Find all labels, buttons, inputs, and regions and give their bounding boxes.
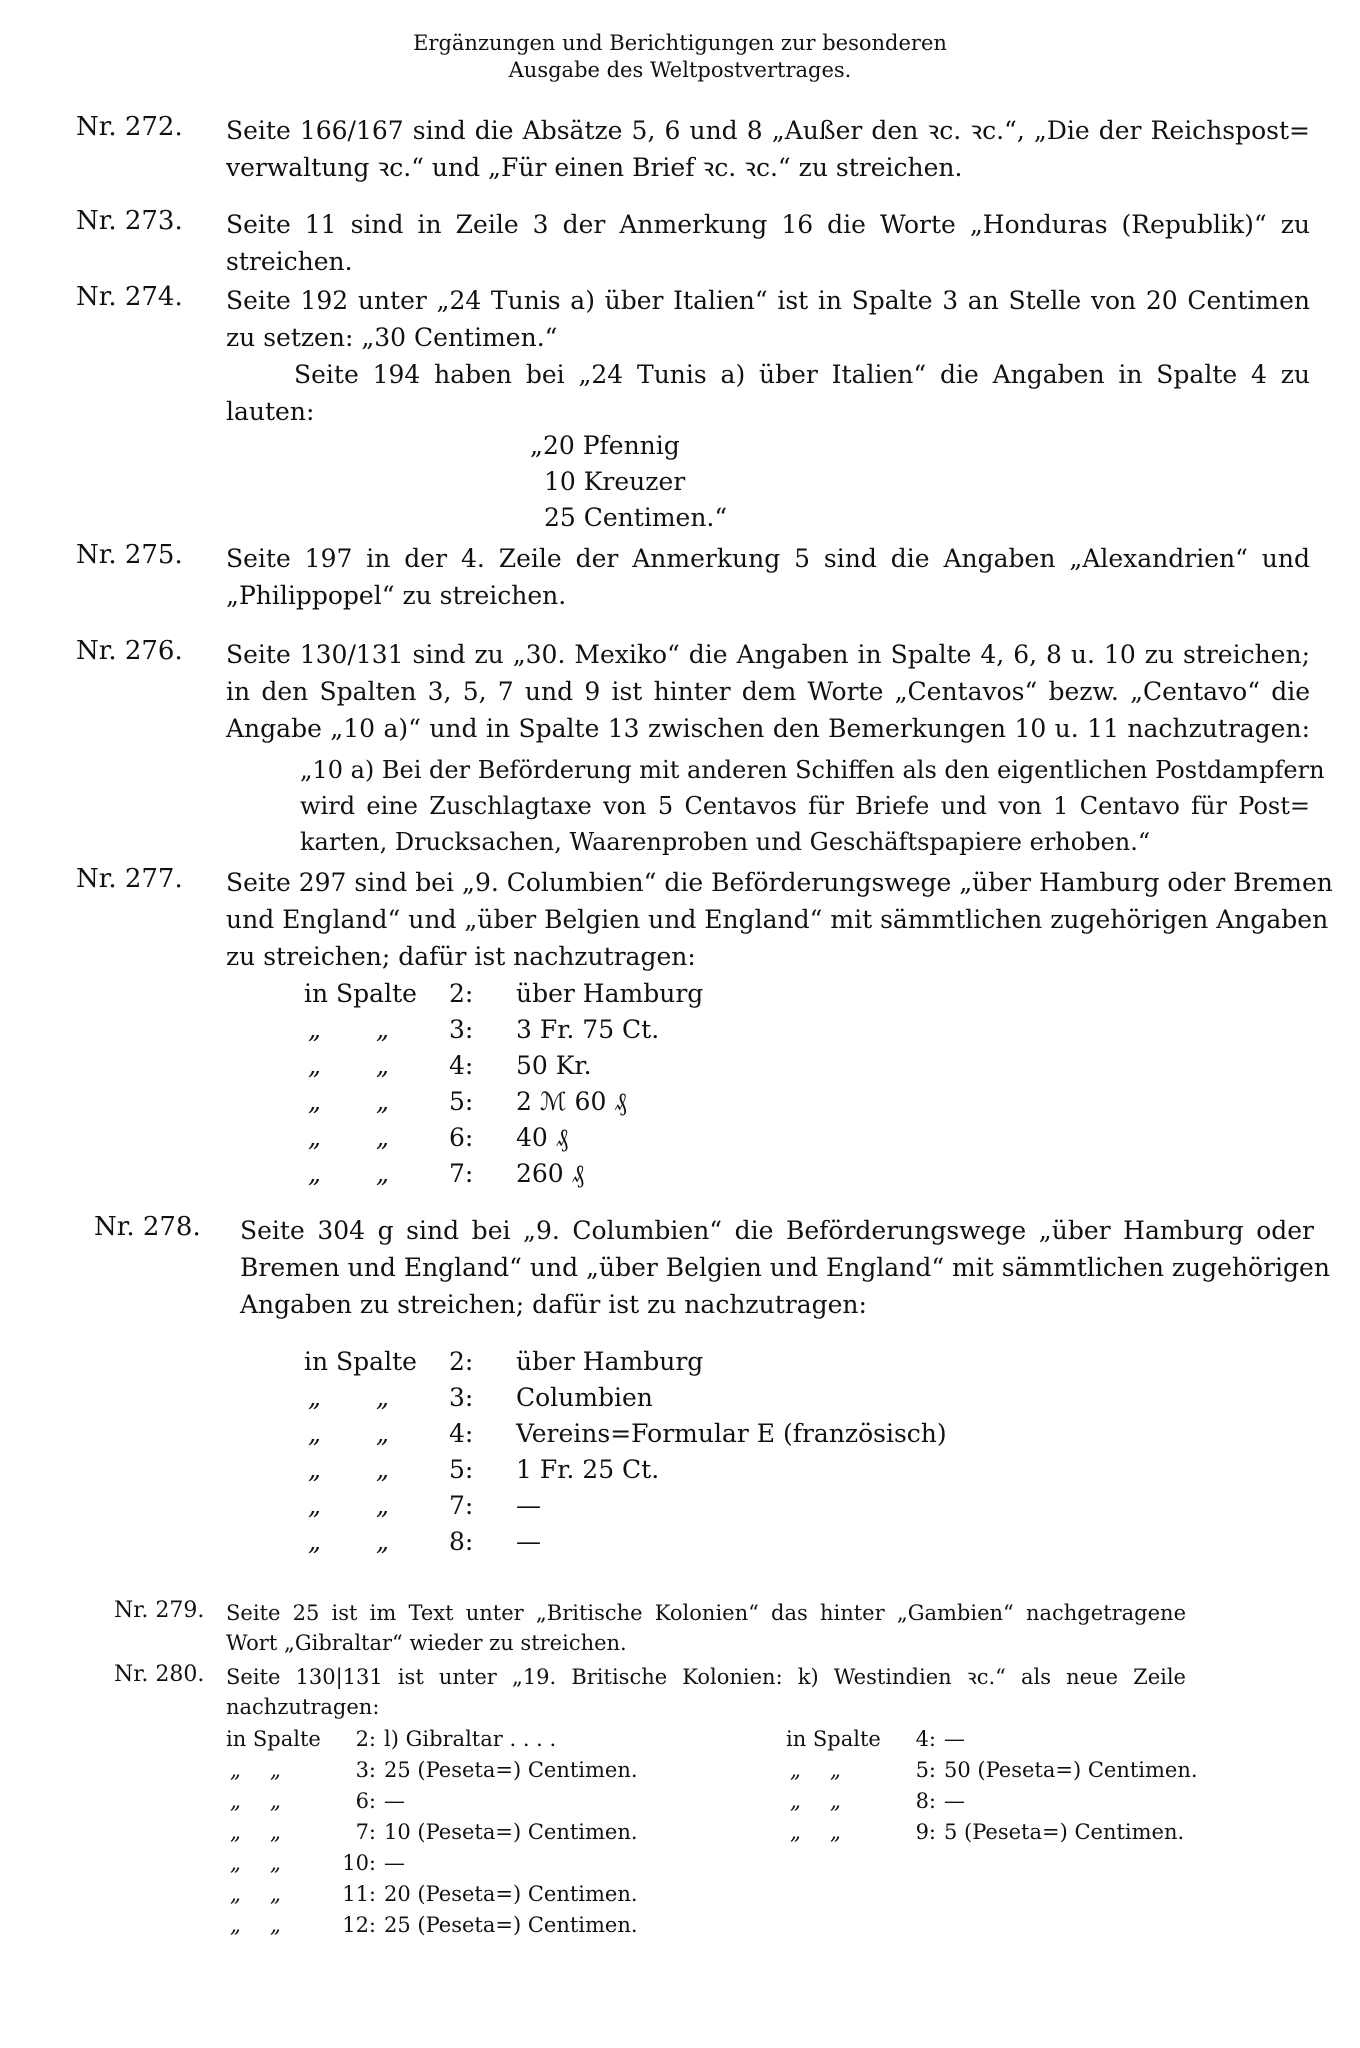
list-item: 25 Centimen.“	[544, 503, 728, 532]
spalte-number: 10:	[342, 1851, 376, 1875]
ditto-mark: „	[270, 1820, 281, 1844]
ditto-mark: „	[270, 1913, 281, 1937]
spalte-row	[304, 1452, 1004, 1488]
spalte-label: in Spalte	[786, 1727, 881, 1751]
spalte-row	[226, 1755, 746, 1786]
entry-number: Nr. 272.	[76, 112, 183, 142]
spalte-table-280-left	[226, 1724, 746, 1941]
ditto-mark: „	[230, 1851, 241, 1875]
spalte-label: in Spalte	[304, 979, 417, 1008]
spalte-number: 7:	[449, 1159, 474, 1188]
spalte-number: 6:	[355, 1789, 376, 1813]
entry-number: Nr. 280.	[114, 1662, 205, 1687]
spalte-number: 2:	[449, 979, 474, 1008]
spalte-table-278	[304, 1344, 1004, 1560]
ditto-mark: „	[230, 1913, 241, 1937]
entry-number: Nr. 273.	[76, 206, 183, 236]
spalte-table-277	[304, 976, 804, 1192]
spalte-number: 3:	[449, 1383, 474, 1412]
entry-number: Nr. 277.	[76, 864, 183, 894]
ditto-mark: „	[230, 1789, 241, 1813]
spalte-value: 1 Fr. 25 Ct.	[516, 1455, 660, 1484]
tariff-list	[530, 428, 727, 536]
text-line: zu streichen; dafür ist nachzutragen:	[226, 942, 696, 971]
spalte-number: 3:	[355, 1758, 376, 1782]
ditto-mark: „	[790, 1758, 801, 1782]
spalte-value: —	[516, 1491, 541, 1520]
entry-number: Nr. 274.	[76, 282, 183, 312]
ditto-mark: „	[790, 1789, 801, 1813]
spalte-value: —	[384, 1789, 405, 1813]
spalte-row	[226, 1910, 746, 1941]
spalte-number: 8:	[915, 1789, 936, 1813]
spalte-row	[226, 1724, 746, 1755]
ditto-mark: „	[308, 1491, 321, 1520]
text-line: Seite 192 unter „24 Tunis a) über Italien“ ist in Spalte 3 an Stelle von 20 Centimen	[226, 286, 1310, 315]
spalte-row	[304, 1048, 804, 1084]
entry-text	[226, 282, 1310, 430]
ditto-mark: „	[230, 1758, 241, 1782]
text-line: und England“ und „über Belgien und England“ mit sämmtlichen zugehörigen Angaben	[226, 905, 1329, 934]
text-line: zu setzen: „30 Centimen.“	[226, 323, 558, 352]
ditto-mark: „	[308, 1123, 321, 1152]
spalte-number: 3:	[449, 1015, 474, 1044]
text-line: Seite 297 sind bei „9. Columbien“ die Beförderungswege „über Hamburg oder Bremen	[226, 868, 1333, 897]
text-line: Angaben zu streichen; dafür ist zu nachzutragen:	[240, 1290, 867, 1319]
text-line: verwaltung ꝛc.“ und „Für einen Brief ꝛc. ꝛc.“ zu streichen.	[226, 153, 963, 182]
spalte-row	[304, 1488, 1004, 1524]
spalte-value: Vereins=Formular E (französisch)	[516, 1419, 947, 1448]
entry-text	[226, 864, 1333, 975]
entry-text	[240, 1212, 1330, 1323]
spalte-label: in Spalte	[226, 1727, 321, 1751]
header-line-1: Ergänzungen und Berichtigungen zur besonderen	[413, 31, 947, 55]
ditto-mark: „	[830, 1758, 841, 1782]
ditto-mark: „	[376, 1015, 389, 1044]
ditto-mark: „	[270, 1758, 281, 1782]
spalte-row	[226, 1879, 746, 1910]
ditto-mark: „	[308, 1383, 321, 1412]
text-line: Bremen und England“ und „über Belgien und England“ mit sämmtlichen zugehörigen	[240, 1253, 1330, 1282]
page-header	[0, 30, 1360, 84]
spalte-number: 8:	[449, 1527, 474, 1556]
spalte-table-280-right	[786, 1724, 1266, 1848]
ditto-mark: „	[376, 1159, 389, 1188]
spalte-value: über Hamburg	[516, 1347, 704, 1376]
spalte-row	[304, 1156, 804, 1192]
spalte-number: 11:	[342, 1882, 376, 1906]
spalte-value: l) Gibraltar . . . .	[384, 1727, 557, 1751]
spalte-number: 2:	[355, 1727, 376, 1751]
spalte-value: 25 (Peseta=) Centimen.	[384, 1758, 638, 1782]
spalte-value: 25 (Peseta=) Centimen.	[384, 1913, 638, 1937]
ditto-mark: „	[308, 1455, 321, 1484]
spalte-row	[304, 1012, 804, 1048]
entry-text	[226, 636, 1310, 747]
text-line: Seite 130/131 sind zu „30. Mexiko“ die Angaben in Spalte 4, 6, 8 u. 10 zu streichen;	[226, 640, 1310, 669]
entry-number: Nr. 275.	[76, 540, 183, 570]
text-line: nachzutragen:	[226, 1695, 380, 1719]
ditto-mark: „	[376, 1383, 389, 1412]
spalte-row	[786, 1755, 1266, 1786]
entry-text	[226, 112, 1310, 186]
spalte-number: 4:	[449, 1419, 474, 1448]
spalte-value: 50 Kr.	[516, 1051, 592, 1080]
ditto-mark: „	[308, 1015, 321, 1044]
spalte-value: 5 (Peseta=) Centimen.	[944, 1820, 1185, 1844]
spalte-row	[786, 1786, 1266, 1817]
spalte-value: 10 (Peseta=) Centimen.	[384, 1820, 638, 1844]
spalte-value: —	[944, 1789, 965, 1813]
text-line: Angabe „10 a)“ und in Spalte 13 zwischen den Bemerkungen 10 u. 11 nachzutragen:	[226, 714, 1310, 743]
spalte-value: —	[944, 1727, 965, 1751]
spalte-row	[304, 1416, 1004, 1452]
text-line: karten, Drucksachen, Waarenproben und Geschäftspapiere erhoben.“	[300, 828, 1151, 856]
spalte-value: über Hamburg	[516, 979, 704, 1008]
spalte-row	[226, 1848, 746, 1879]
entry-number: Nr. 279.	[114, 1598, 205, 1623]
text-line: Seite 166/167 sind die Absätze 5, 6 und 8 „Außer den ꝛc. ꝛc.“, „Die der Reichspost=	[226, 116, 1310, 145]
ditto-mark: „	[376, 1455, 389, 1484]
header-line-2: Ausgabe des Weltpostvertrages.	[508, 58, 852, 82]
spalte-value: 2 ℳ 60 ₰	[516, 1087, 627, 1116]
entry-text	[226, 1662, 1186, 1722]
text-line: „10 a) Bei der Beförderung mit anderen Schiffen als den eigentlichen Postdampfern	[300, 756, 1325, 784]
ditto-mark: „	[308, 1527, 321, 1556]
spalte-number: 5:	[915, 1758, 936, 1782]
ditto-mark: „	[270, 1789, 281, 1813]
ditto-mark: „	[376, 1419, 389, 1448]
spalte-number: 7:	[449, 1491, 474, 1520]
ditto-mark: „	[230, 1820, 241, 1844]
text-line: „Philippopel“ zu streichen.	[226, 581, 567, 610]
spalte-value: Columbien	[516, 1383, 653, 1412]
spalte-row	[786, 1817, 1266, 1848]
ditto-mark: „	[376, 1491, 389, 1520]
spalte-value: 3 Fr. 75 Ct.	[516, 1015, 660, 1044]
entry-number: Nr. 276.	[76, 636, 183, 666]
text-line: wird eine Zuschlagtaxe von 5 Centavos für Briefe und von 1 Centavo für Post=	[300, 792, 1310, 820]
spalte-row	[304, 976, 804, 1012]
text-line: Seite 304 g sind bei „9. Columbien“ die Beförderungswege „über Hamburg oder	[240, 1216, 1314, 1245]
list-item: 10 Kreuzer	[544, 467, 686, 496]
ditto-mark: „	[230, 1882, 241, 1906]
text-line: Seite 197 in der 4. Zeile der Anmerkung 5 sind die Angaben „Alexandrien“ und	[226, 544, 1310, 573]
spalte-row	[304, 1524, 1004, 1560]
text-line: Seite 130|131 ist unter „19. Britische Kolonien: k) Westindien ꝛc.“ als neue Zeile	[226, 1665, 1186, 1689]
spalte-number: 2:	[449, 1347, 474, 1376]
ditto-mark: „	[376, 1087, 389, 1116]
ditto-mark: „	[790, 1820, 801, 1844]
text-line: Seite 11 sind in Zeile 3 der Anmerkung 16 die Worte „Honduras (Republik)“ zu	[226, 210, 1310, 239]
text-line: Wort „Gibraltar“ wieder zu streichen.	[226, 1631, 627, 1655]
spalte-row	[226, 1817, 746, 1848]
spalte-row	[304, 1084, 804, 1120]
text-line: streichen.	[226, 247, 353, 276]
text-line: Seite 25 ist im Text unter „Britische Kolonien“ das hinter „Gambien“ nachgetragene	[226, 1601, 1186, 1625]
spalte-row	[304, 1344, 1004, 1380]
spalte-number: 9:	[915, 1820, 936, 1844]
ditto-mark: „	[376, 1123, 389, 1152]
ditto-mark: „	[308, 1159, 321, 1188]
ditto-mark: „	[830, 1820, 841, 1844]
spalte-number: 7:	[355, 1820, 376, 1844]
entry-text	[226, 540, 1310, 614]
spalte-row	[786, 1724, 1266, 1755]
entry-text	[226, 206, 1310, 280]
spalte-value: 20 (Peseta=) Centimen.	[384, 1882, 638, 1906]
ditto-mark: „	[376, 1051, 389, 1080]
spalte-row	[226, 1786, 746, 1817]
entry-text	[226, 1598, 1186, 1658]
spalte-value: 260 ₰	[516, 1159, 585, 1188]
spalte-row	[304, 1380, 1004, 1416]
quoted-note	[300, 752, 1325, 860]
spalte-value: 40 ₰	[516, 1123, 569, 1152]
text-line: Seite 194 haben bei „24 Tunis a) über Italien“ die Angaben in Spalte 4 zu	[294, 360, 1310, 389]
text-line: lauten:	[226, 397, 315, 426]
ditto-mark: „	[270, 1882, 281, 1906]
list-item: „20 Pfennig	[530, 431, 680, 460]
spalte-value: 50 (Peseta=) Centimen.	[944, 1758, 1198, 1782]
spalte-number: 5:	[449, 1087, 474, 1116]
ditto-mark: „	[308, 1087, 321, 1116]
spalte-number: 6:	[449, 1123, 474, 1152]
spalte-number: 4:	[915, 1727, 936, 1751]
text-line: in den Spalten 3, 5, 7 und 9 ist hinter dem Worte „Centavos“ bezw. „Centavo“ die	[226, 677, 1310, 706]
spalte-value: —	[516, 1527, 541, 1556]
ditto-mark: „	[308, 1051, 321, 1080]
ditto-mark: „	[376, 1527, 389, 1556]
spalte-number: 4:	[449, 1051, 474, 1080]
spalte-number: 12:	[342, 1913, 376, 1937]
spalte-label: in Spalte	[304, 1347, 417, 1376]
spalte-number: 5:	[449, 1455, 474, 1484]
spalte-value: —	[384, 1851, 405, 1875]
ditto-mark: „	[270, 1851, 281, 1875]
spalte-row	[304, 1120, 804, 1156]
ditto-mark: „	[830, 1789, 841, 1813]
ditto-mark: „	[308, 1419, 321, 1448]
entry-number: Nr. 278.	[94, 1212, 201, 1242]
